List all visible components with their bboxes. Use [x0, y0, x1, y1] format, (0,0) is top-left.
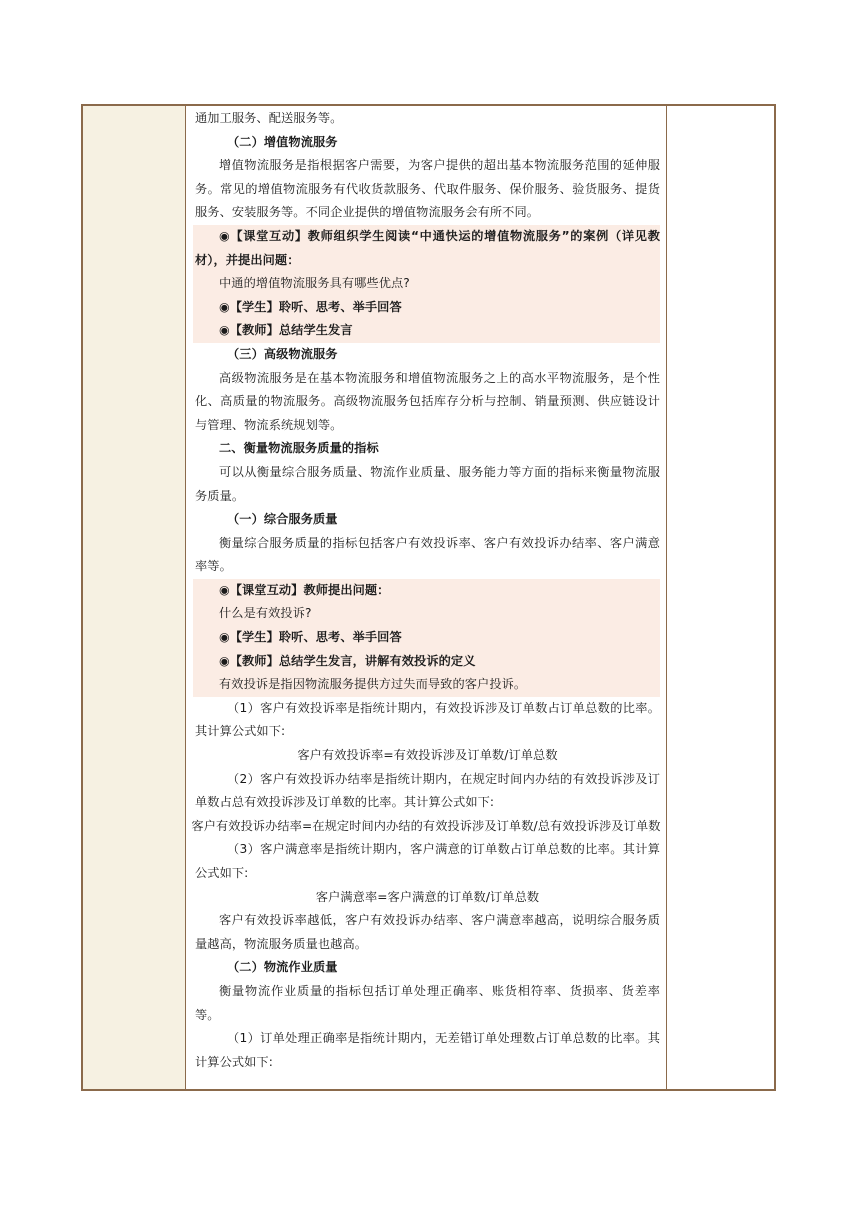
- paragraph: 高级物流服务是在基本物流服务和增值物流服务之上的高水平物流服务，是个性化、高质量的物流服务。高级物流服务包括库存分析与控制、销量预测、供应链设计与管理、物流系统规划等。: [195, 370, 660, 432]
- paragraph: （1）订单处理正确率是指统计期内，无差错订单处理数占订单总数的比率。其计算公式如下:: [195, 1031, 660, 1069]
- section-heading: （三）高级物流服务: [227, 346, 338, 361]
- classroom-interaction-box: [193, 579, 660, 697]
- formula: 客户有效投诉办结率=在规定时间内办结的有效投诉涉及订单数/总有效投诉涉及订单数: [191, 818, 661, 833]
- interaction-prompt: ◉【课堂互动】教师组织学生阅读“中通快运的增值物流服务”的案例（详见教材），并提出问题：: [195, 228, 660, 267]
- chapter-heading: 二、衡量物流服务质量的指标: [219, 441, 379, 456]
- teacher-activity: ◉【教师】总结学生发言: [219, 323, 353, 338]
- interaction-question: 中通的增值物流服务具有哪些优点?: [219, 276, 410, 291]
- paragraph: （1）客户有效投诉率是指统计期内，有效投诉涉及订单数占订单总数的比率。其计算公式如下:: [195, 700, 660, 739]
- teacher-activity: ◉【教师】总结学生发言，讲解有效投诉的定义: [219, 653, 476, 668]
- paragraph: 可以从衡量综合服务质量、物流作业质量、服务能力等方面的指标来衡量物流服务质量。: [195, 464, 660, 503]
- student-activity: ◉【学生】聆听、思考、举手回答: [219, 630, 402, 645]
- classroom-interaction-box: [193, 225, 660, 343]
- student-activity: ◉【学生】聆听、思考、举手回答: [219, 299, 402, 314]
- lesson-table: [81, 104, 776, 1091]
- text-line: 通加工服务、配送服务等。: [195, 111, 343, 125]
- section-heading: （二）增值物流服务: [227, 134, 338, 149]
- formula: 客户满意率=客户满意的订单数/订单总数: [315, 889, 540, 904]
- paragraph: 衡量物流作业质量的指标包括订单处理正确率、账货相符率、货损率、货差率等。: [195, 983, 660, 1022]
- paragraph: （2）客户有效投诉办结率是指统计期内，在规定时间内办结的有效投诉涉及订单数占总有效投诉涉及订单数的比率。其计算公式如下:: [195, 771, 660, 810]
- interaction-prompt: ◉【课堂互动】教师提出问题：: [219, 582, 390, 597]
- section-heading: （一）综合服务质量: [227, 512, 338, 527]
- section-heading: （二）物流作业质量: [227, 960, 338, 975]
- right-column: [667, 106, 774, 1089]
- content-column: [186, 106, 667, 1089]
- paragraph: 客户有效投诉率越低，客户有效投诉办结率、客户满意率越高，说明综合服务质量越高，物流服务质量也越高。: [195, 913, 660, 951]
- definition-text: 有效投诉是指因物流服务提供方过失而导致的客户投诉。: [219, 677, 527, 692]
- paragraph: 衡量综合服务质量的指标包括客户有效投诉率、客户有效投诉办结率、客户满意率等。: [195, 535, 660, 574]
- paragraph: （3）客户满意率是指统计期内，客户满意的订单数占订单总数的比率。其计算公式如下:: [195, 842, 660, 880]
- formula: 客户有效投诉率=有效投诉涉及订单数/订单总数: [297, 748, 558, 763]
- paragraph: 增值物流服务是指根据客户需要，为客户提供的超出基本物流服务范围的延伸服务。常见的增值物流服务有代收货款服务、代取件服务、保价服务、验货服务、提货服务、安装服务等。不同企业提供的增值物流服务会有所不同。: [195, 158, 660, 220]
- left-column: [83, 106, 186, 1089]
- interaction-question: 什么是有效投诉?: [219, 606, 312, 621]
